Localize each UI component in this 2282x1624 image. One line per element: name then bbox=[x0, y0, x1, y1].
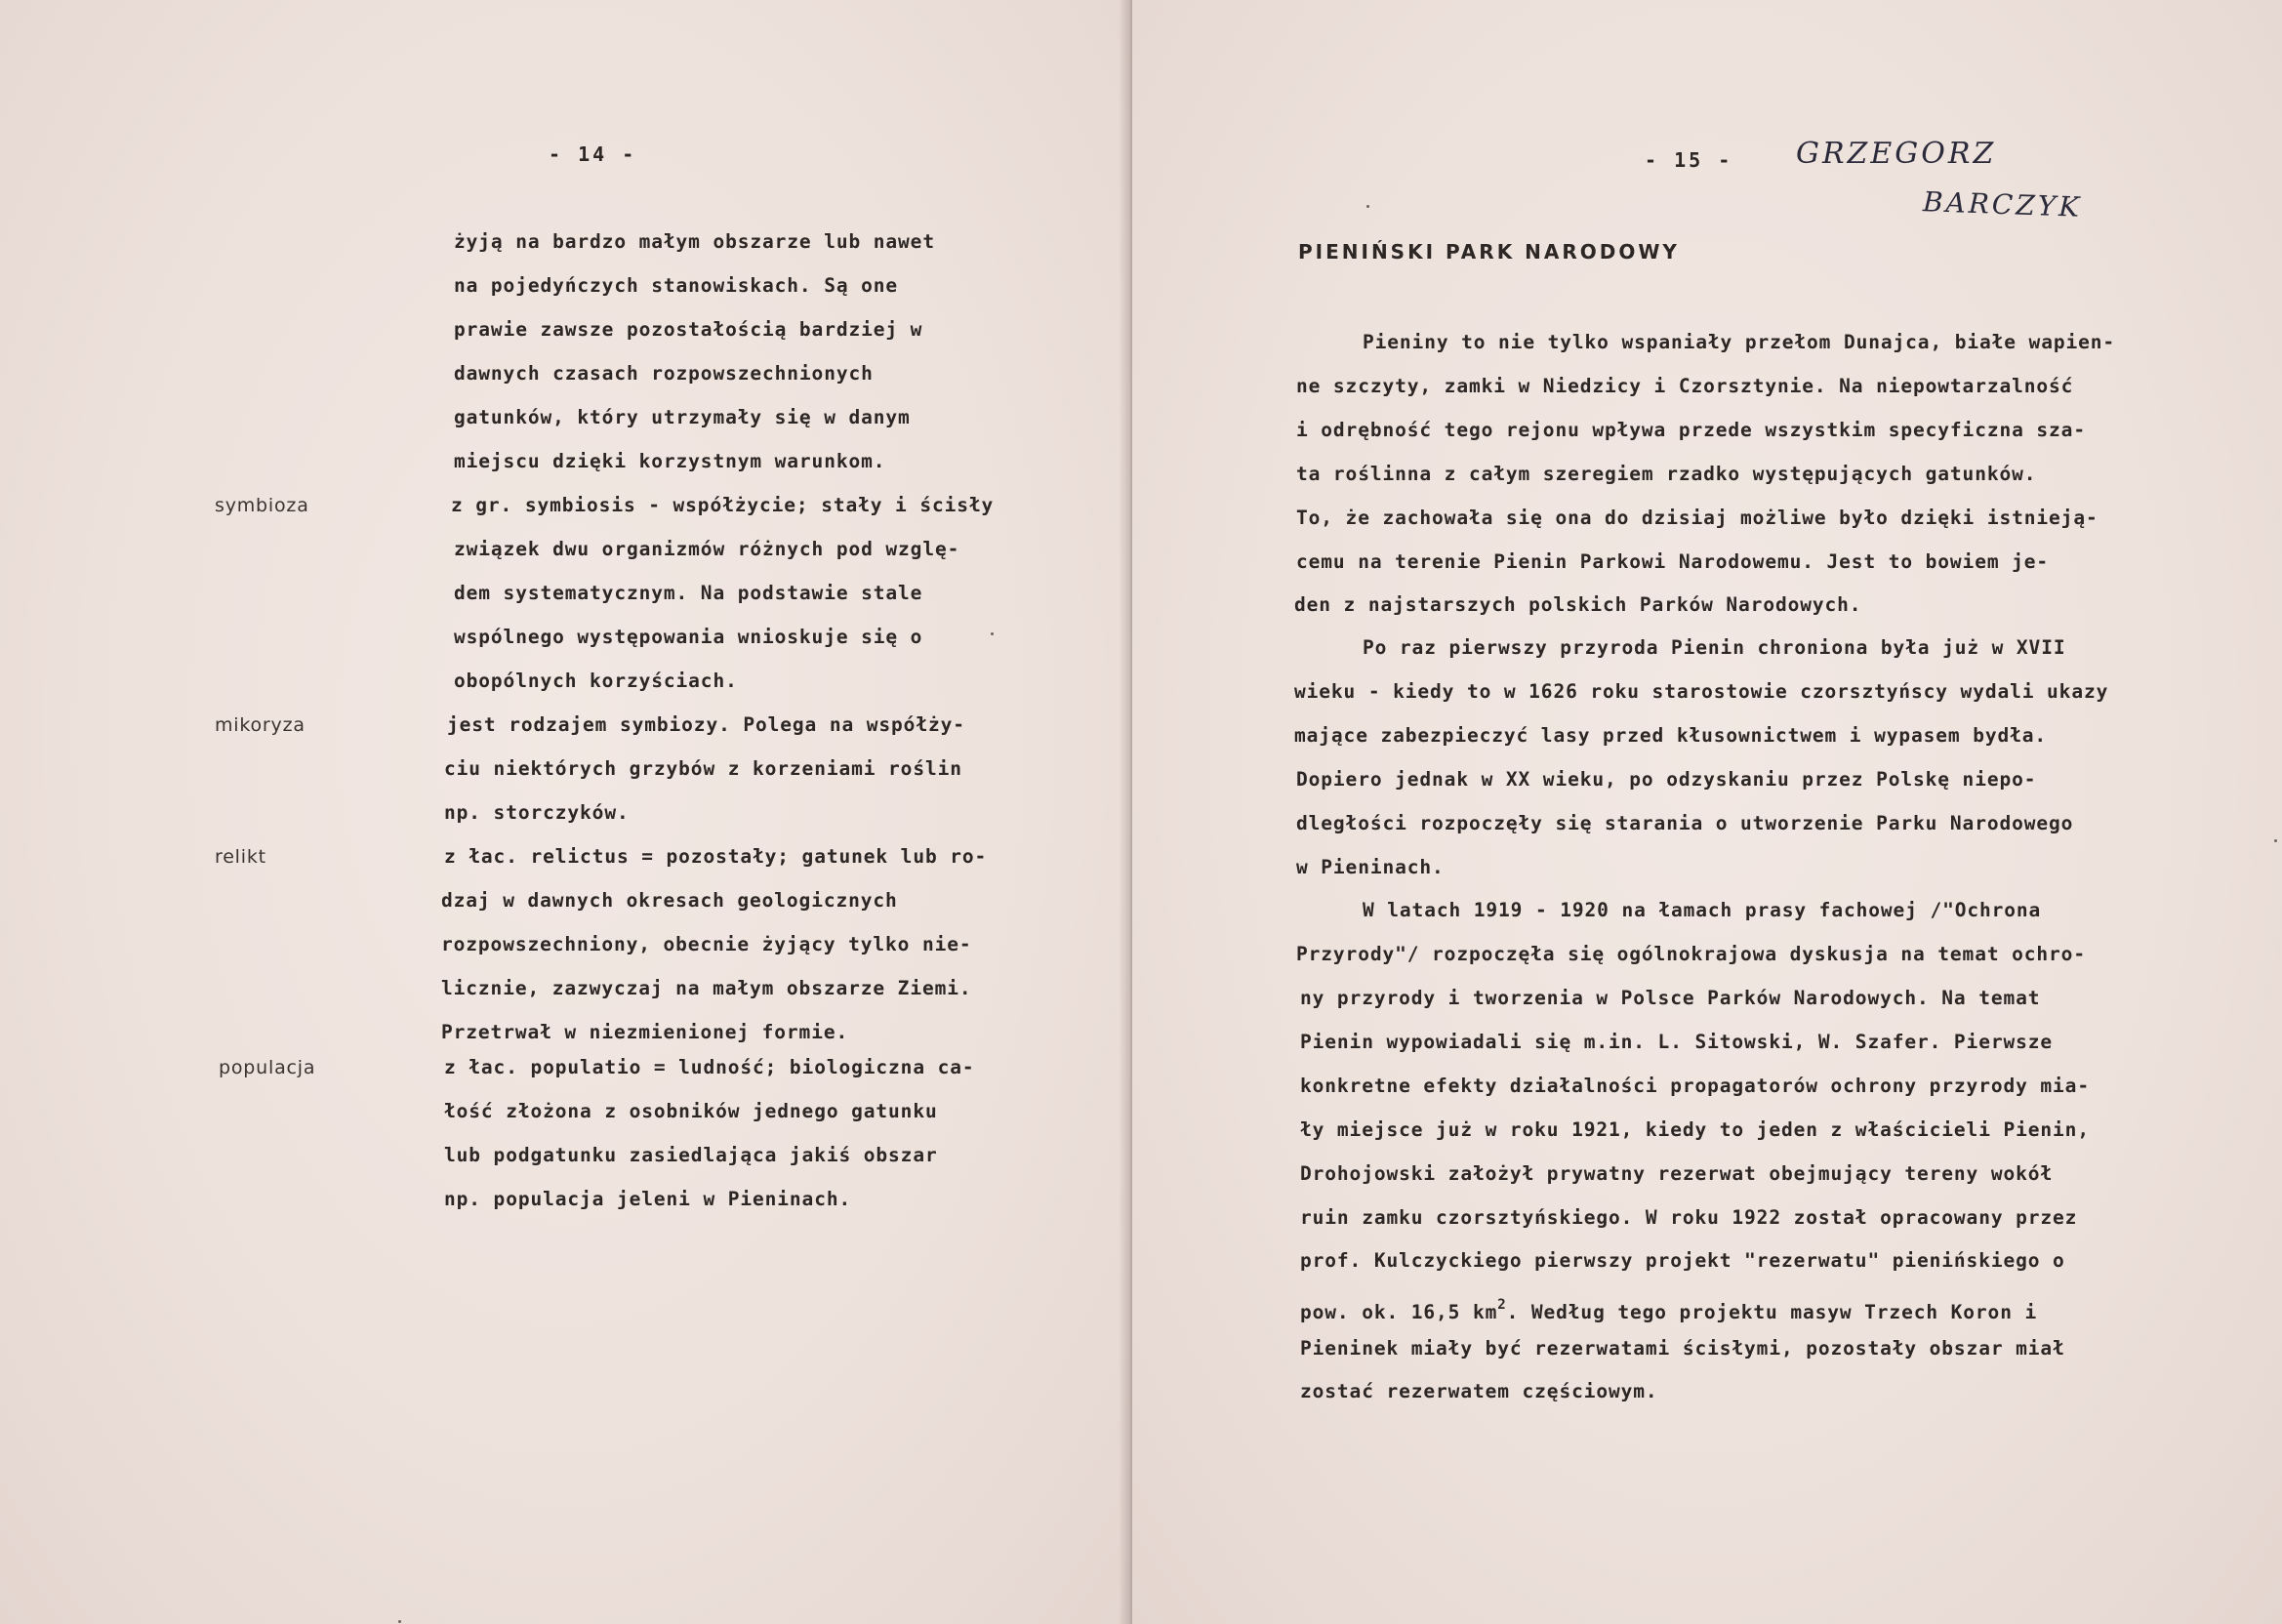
text-line: Pieniny to nie tylko wspaniały przełom Dunajca, białe wapien- bbox=[1363, 331, 2116, 353]
glossary-term-mikoryza: mikoryza bbox=[215, 714, 306, 736]
definition-line: z łac. relictus = pozostały; gatunek lub ro- bbox=[444, 845, 988, 868]
glossary-term-symbioza: symbioza bbox=[215, 495, 309, 516]
text-line: cemu na terenie Pienin Parkowi Narodowemu. Jest to bowiem je- bbox=[1296, 550, 2050, 573]
text-line: gatunków, który utrzymały się w danym bbox=[454, 406, 911, 428]
area-text-rest: . Według tego projektu masyw Trzech Koron i bbox=[1506, 1301, 2038, 1323]
definition-line: licznie, zazwyczaj na małym obszarze Ziemi. bbox=[441, 977, 972, 999]
paper-speck bbox=[2274, 839, 2277, 842]
definition-line: związek dwu organizmów różnych pod wzglę- bbox=[454, 538, 960, 560]
text-line: i odrębność tego rejonu wpływa przede wszystkim specyficzna sza- bbox=[1296, 419, 2086, 441]
text-line: Drohojowski założył prywatny rezerwat obejmujący tereny wokół bbox=[1300, 1162, 2054, 1185]
text-line: żyją na bardzo małym obszarze lub nawet bbox=[454, 230, 935, 253]
area-exponent: 2 bbox=[1497, 1297, 1507, 1313]
text-line: konkretne efekty działalności propagatorów ochrony przyrody mia- bbox=[1300, 1075, 2090, 1097]
text-line: na pojedyńczych stanowiskach. Są one bbox=[454, 274, 899, 297]
text-line: ły miejsce już w roku 1921, kiedy to jeden z właścicieli Pienin, bbox=[1300, 1118, 2090, 1141]
definition-line: wspólnego występowania wnioskuje się o bbox=[454, 626, 923, 648]
text-line: prawie zawsze pozostałością bardziej w bbox=[454, 318, 923, 341]
definition-line: lub podgatunku zasiedlająca jakiś obszar bbox=[444, 1144, 938, 1166]
paper-speck bbox=[398, 1620, 401, 1623]
definition-line: ciu niektórych grzybów z korzeniami roślin bbox=[444, 757, 962, 780]
text-line: wieku - kiedy to w 1626 roku starostowie czorsztyńscy wydali ukazy bbox=[1294, 680, 2109, 703]
text-line: zostać rezerwatem częściowym. bbox=[1300, 1380, 1658, 1402]
glossary-term-relikt: relikt bbox=[215, 846, 266, 868]
definition-line: z łac. populatio = ludność; biologiczna ca- bbox=[444, 1056, 975, 1078]
page-number-left: - 14 - bbox=[549, 142, 637, 166]
text-line: To, że zachowała się ona do dzisiaj możliwe było dzięki istnieją- bbox=[1296, 507, 2099, 529]
text-line-with-exponent bbox=[1300, 1293, 2037, 1324]
text-line: Dopiero jednak w XX wieku, po odzyskaniu przez Polskę niepo- bbox=[1296, 768, 2037, 791]
text-line: Po raz pierwszy przyroda Pienin chroniona była już w XVII bbox=[1363, 636, 2066, 659]
text-line: prof. Kulczyckiego pierwszy projekt "rezerwatu" pienińskiego o bbox=[1300, 1249, 2065, 1272]
handwritten-first-name: GRZEGORZ bbox=[1796, 137, 1997, 171]
right-page bbox=[1132, 0, 2282, 1624]
text-line: ruin zamku czorsztyńskiego. W roku 1922 został opracowany przez bbox=[1300, 1206, 2078, 1229]
section-heading: PIENIŃSKI PARK NARODOWY bbox=[1298, 240, 1680, 264]
area-text: pow. ok. 16,5 km bbox=[1300, 1301, 1498, 1323]
paper-speck bbox=[1366, 205, 1369, 208]
definition-line: łość złożona z osobników jednego gatunku bbox=[444, 1100, 938, 1122]
text-line: Pieninek miały być rezerwatami ścisłymi, pozostały obszar miał bbox=[1300, 1337, 2065, 1360]
text-line: w Pieninach. bbox=[1296, 856, 1445, 878]
definition-line: rozpowszechniony, obecnie żyjący tylko nie- bbox=[441, 933, 972, 955]
text-line: den z najstarszych polskich Parków Narodowych. bbox=[1294, 593, 1862, 616]
text-line: W latach 1919 - 1920 na łamach prasy fachowej /"Ochrona bbox=[1363, 899, 2042, 921]
text-line: Pienin wypowiadali się m.in. L. Sitowski, W. Szafer. Pierwsze bbox=[1300, 1031, 2054, 1053]
text-line: dawnych czasach rozpowszechnionych bbox=[454, 362, 874, 385]
glossary-term-populacja: populacja bbox=[219, 1057, 316, 1078]
definition-line: jest rodzajem symbiozy. Polega na współży- bbox=[447, 713, 965, 736]
text-line: mające zabezpieczyć lasy przed kłusownictwem i wypasem bydła. bbox=[1294, 724, 2048, 747]
definition-line: dzaj w dawnych okresach geologicznych bbox=[441, 889, 898, 912]
text-line: dległości rozpoczęły się starania o utworzenie Parku Narodowego bbox=[1296, 812, 2074, 834]
page-number-right: - 15 - bbox=[1645, 148, 1733, 172]
text-line: ta roślinna z całym szeregiem rzadko występujących gatunków. bbox=[1296, 463, 2037, 485]
text-line: ne szczyty, zamki w Niedzicy i Czorsztynie. Na niepowtarzalność bbox=[1296, 375, 2074, 397]
text-line: miejscu dzięki korzystnym warunkom. bbox=[454, 450, 886, 472]
handwritten-surname: BARCZYK bbox=[1922, 185, 2083, 223]
paper-speck bbox=[991, 632, 994, 635]
text-line: ny przyrody i tworzenia w Polsce Parków Narodowych. Na temat bbox=[1300, 987, 2041, 1009]
definition-line: dem systematycznym. Na podstawie stale bbox=[454, 582, 923, 604]
definition-line: z gr. symbiosis - współżycie; stały i ścisły bbox=[451, 494, 995, 516]
definition-line: obopólnych korzyściach. bbox=[454, 670, 738, 692]
definition-line: Przetrwał w niezmienionej formie. bbox=[441, 1021, 849, 1043]
text-line: Przyrody"/ rozpoczęła się ogólnokrajowa dyskusja na temat ochro- bbox=[1296, 943, 2086, 965]
definition-line: np. storczyków. bbox=[444, 801, 630, 824]
definition-line: np. populacja jeleni w Pieninach. bbox=[444, 1188, 852, 1210]
left-page bbox=[0, 0, 1130, 1624]
